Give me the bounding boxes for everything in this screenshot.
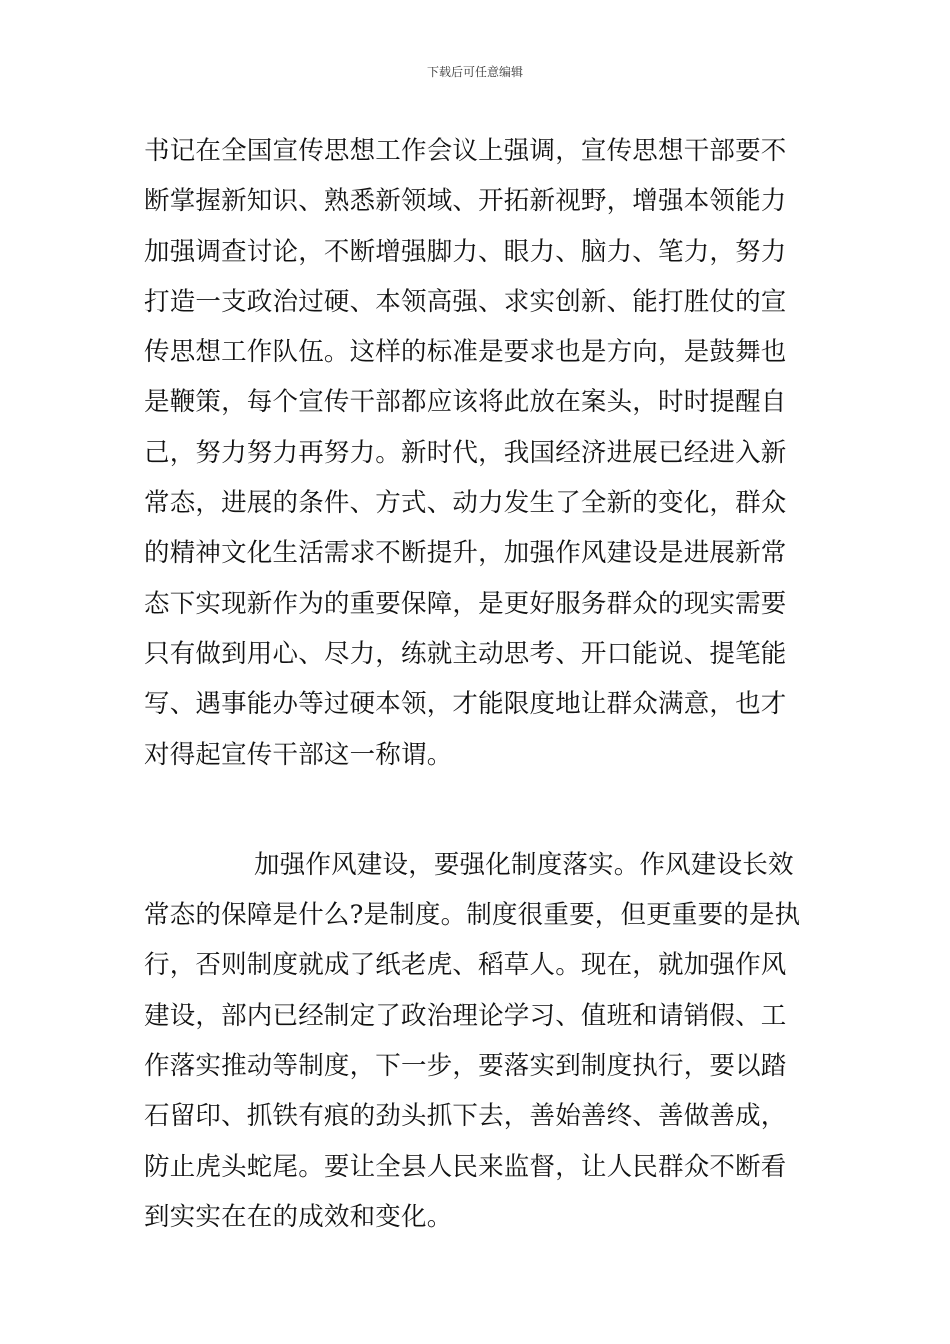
text-line: 断掌握新知识、熟悉新领域、开拓新视野，增强本领能力 bbox=[144, 186, 787, 217]
text-line: 书记在全国宣传思想工作会议上强调，宣传思想干部要不 bbox=[144, 136, 787, 166]
text-line: 对得起宣传干部这一称谓。 bbox=[144, 739, 453, 770]
text-line: 常态的保障是什么?是制度。制度很重要，但更重要的是执 bbox=[144, 900, 801, 931]
document-body bbox=[144, 126, 808, 1242]
text-line: 行，否则制度就成了纸老虎、稻草人。现在，就加强作风 bbox=[144, 950, 787, 981]
text-line: 只有做到用心、尽力，练就主动思考、开口能说、提笔能 bbox=[144, 638, 787, 669]
text-line: 到实实在在的成效和变化。 bbox=[144, 1201, 453, 1232]
text-line: 加强调查讨论，不断增强脚力、眼力、脑力、笔力，努力 bbox=[144, 236, 787, 267]
text-line: 传思想工作队伍。这样的标准是要求也是方向，是鼓舞也 bbox=[144, 337, 787, 368]
text-line: 作落实推动等制度，下一步，要落实到制度执行，要以踏 bbox=[144, 1051, 787, 1082]
paragraph-2 bbox=[144, 840, 808, 1242]
paragraph-gap bbox=[144, 780, 808, 840]
text-line: 石留印、抓铁有痕的劲头抓下去，善始善终、善做善成， bbox=[144, 1101, 787, 1132]
text-line: 建设，部内已经制定了政治理论学习、值班和请销假、工 bbox=[144, 1000, 787, 1031]
text-line: 己，努力努力再努力。新时代，我国经济进展已经进入新 bbox=[144, 437, 787, 468]
text-line-indented: 加强作风建设，要强化制度落实。作风建设长效 bbox=[254, 849, 794, 880]
text-line: 态下实现新作为的重要保障，是更好服务群众的现实需要 bbox=[144, 588, 787, 619]
text-line: 防止虎头蛇尾。要让全县人民来监督，让人民群众不断看 bbox=[144, 1151, 787, 1182]
text-line: 常态，进展的条件、方式、动力发生了全新的变化，群众 bbox=[144, 488, 787, 519]
text-line: 的精神文化生活需求不断提升，加强作风建设是进展新常 bbox=[144, 538, 787, 569]
paragraph-1 bbox=[144, 126, 808, 780]
text-line: 写、遇事能办等过硬本领，才能限度地让群众满意，也才 bbox=[144, 689, 787, 720]
text-line: 打造一支政治过硬、本领高强、求实创新、能打胜仗的宣 bbox=[144, 286, 787, 317]
text-line: 是鞭策，每个宣传干部都应该将此放在案头，时时提醒自 bbox=[144, 387, 787, 418]
page-header: 下载后可任意编辑 bbox=[426, 65, 523, 79]
